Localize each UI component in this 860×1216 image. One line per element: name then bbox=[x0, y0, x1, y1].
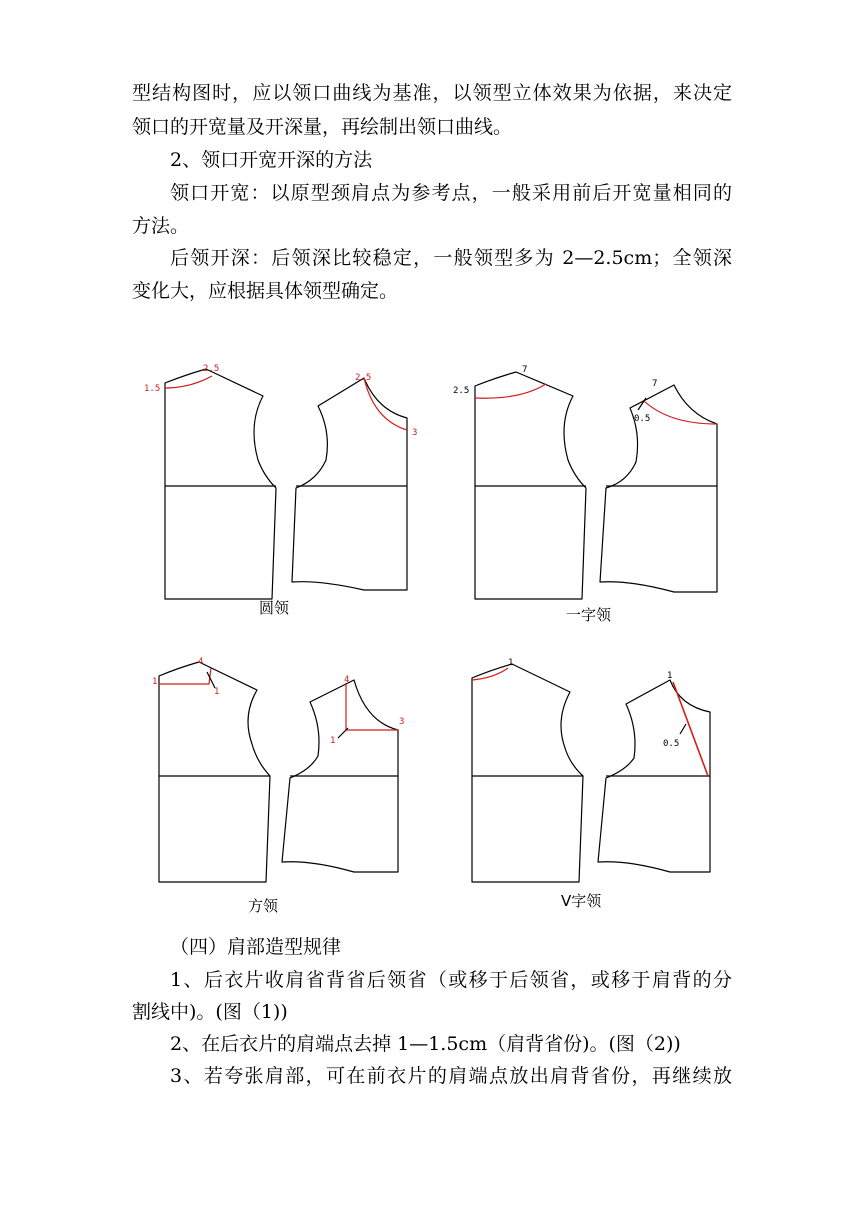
square-neck-front-piece bbox=[282, 680, 398, 872]
paragraph-1-line-2: 领口的开宽量及开深量，再绘制出领口曲线。 bbox=[132, 116, 513, 138]
boat-back-width-label: 7 bbox=[522, 365, 528, 375]
rule-1-line-2: 割线中)。(图（1)) bbox=[132, 1001, 288, 1023]
vneck-front-depth-label: 0.5 bbox=[663, 739, 680, 749]
square-front-inset-label: 1 bbox=[330, 736, 336, 746]
paragraph-2-line-1: 领口开宽：以原型颈肩点为参考点，一般采用前后开宽量相同的 bbox=[170, 182, 732, 204]
boat-neck-back-piece bbox=[475, 372, 586, 599]
square-back-depth-label: 1 bbox=[152, 677, 158, 687]
subheading-neckline-method: 2、领口开宽开深的方法 bbox=[170, 149, 373, 171]
boat-front-width-label: 7 bbox=[652, 379, 658, 389]
square-back-width-label: 4 bbox=[198, 657, 204, 667]
round-neck-caption: 圆领 bbox=[259, 599, 290, 617]
round-neck-back-piece bbox=[165, 369, 276, 599]
vneck-caption: V字领 bbox=[561, 892, 602, 910]
rule-2-line-1: 2、在后衣片的肩端点去掉 1—1.5cm（肩背省份)。(图（2)) bbox=[170, 1033, 681, 1055]
paragraph-1-line-1: 型结构图时，应以领口曲线为基准，以领型立体效果为依据，来决定 bbox=[132, 82, 732, 104]
vneck-back-piece bbox=[472, 664, 583, 882]
rule-1-line-1: 1、后衣片收肩省背省后领省（或移于后领省，或移于肩背的分 bbox=[170, 969, 732, 991]
square-back-inset-label: 1 bbox=[214, 687, 220, 697]
rule-3-line-1: 3、若夸张肩部，可在前衣片的肩端点放出肩背省份，再继续放 bbox=[170, 1065, 732, 1087]
paragraph-3-line-1: 后领开深：后领深比较稳定，一般领型多为 2—2.5cm；全领深 bbox=[170, 247, 732, 269]
paragraph-3-line-2: 变化大，应根据具体领型确定。 bbox=[132, 280, 399, 302]
square-neck-caption: 方领 bbox=[248, 897, 279, 915]
round-front-drop-label: 3 bbox=[412, 428, 418, 438]
square-front-width-label: 4 bbox=[344, 675, 350, 685]
boat-neck-front-piece bbox=[600, 385, 717, 592]
boat-back-depth-label: 2.5 bbox=[453, 386, 470, 396]
section-4-heading: （四）肩部造型规律 bbox=[170, 936, 342, 958]
round-front-width-label: 2.5 bbox=[355, 373, 372, 383]
round-back-drop-label: 2.5 bbox=[203, 364, 220, 374]
paragraph-2-line-2: 方法。 bbox=[132, 215, 190, 237]
boat-neck-caption: 一字领 bbox=[566, 606, 612, 624]
vneck-front-piece bbox=[598, 680, 710, 872]
round-back-width-label: 1.5 bbox=[144, 384, 161, 394]
boat-front-depth-label: 0.5 bbox=[634, 414, 651, 424]
vneck-back-width-label: 1 bbox=[508, 658, 514, 668]
square-front-depth-label: 3 bbox=[399, 717, 405, 727]
vneck-front-width-label: 1 bbox=[667, 671, 673, 681]
round-neck-front-piece bbox=[292, 378, 407, 590]
